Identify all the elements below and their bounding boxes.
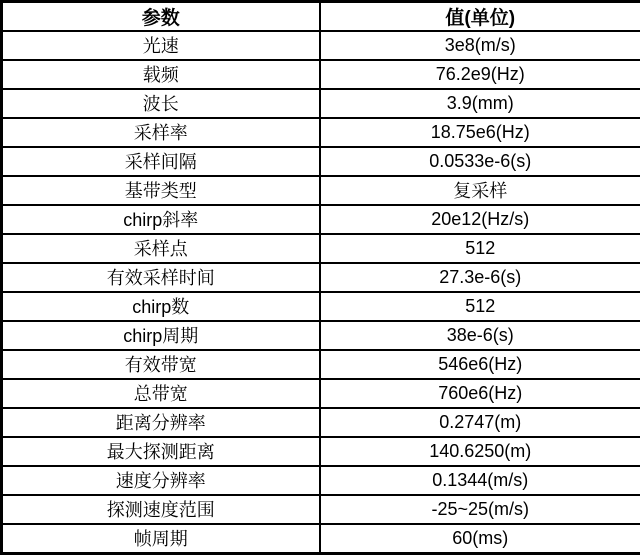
param-name-cell: chirp数 bbox=[2, 292, 320, 321]
table-row bbox=[2, 205, 640, 234]
param-name-cell: 总带宽 bbox=[2, 379, 320, 408]
table-row bbox=[2, 292, 640, 321]
table-row bbox=[2, 408, 640, 437]
param-name-cell: 载频 bbox=[2, 60, 320, 89]
param-value-cell: 3.9(mm) bbox=[320, 89, 640, 118]
param-value-cell: 512 bbox=[320, 292, 640, 321]
table-row bbox=[2, 437, 640, 466]
param-name-cell: 采样点 bbox=[2, 234, 320, 263]
param-value-cell: 20e12(Hz/s) bbox=[320, 205, 640, 234]
param-value-cell: 0.0533e-6(s) bbox=[320, 147, 640, 176]
param-name-cell: 探测速度范围 bbox=[2, 495, 320, 524]
param-value-cell: 512 bbox=[320, 234, 640, 263]
table-row bbox=[2, 466, 640, 495]
param-value-cell: 18.75e6(Hz) bbox=[320, 118, 640, 147]
table-row bbox=[2, 89, 640, 118]
param-value-cell: 27.3e-6(s) bbox=[320, 263, 640, 292]
column-header-value: 值(单位) bbox=[320, 2, 640, 32]
table-row bbox=[2, 234, 640, 263]
column-header-param: 参数 bbox=[2, 2, 320, 32]
table-row bbox=[2, 495, 640, 524]
param-value-cell: 0.1344(m/s) bbox=[320, 466, 640, 495]
table-row bbox=[2, 263, 640, 292]
param-name-cell: 基带类型 bbox=[2, 176, 320, 205]
param-value-cell: 3e8(m/s) bbox=[320, 31, 640, 60]
param-name-cell: 最大探测距离 bbox=[2, 437, 320, 466]
param-name-cell: 帧周期 bbox=[2, 524, 320, 554]
param-value-cell: 760e6(Hz) bbox=[320, 379, 640, 408]
table-body bbox=[2, 31, 640, 554]
table-row bbox=[2, 147, 640, 176]
param-name-cell: 有效采样时间 bbox=[2, 263, 320, 292]
table-row bbox=[2, 176, 640, 205]
param-name-cell: 有效带宽 bbox=[2, 350, 320, 379]
param-name-cell: 光速 bbox=[2, 31, 320, 60]
param-name-cell: 波长 bbox=[2, 89, 320, 118]
table-row bbox=[2, 31, 640, 60]
param-name-cell: 速度分辨率 bbox=[2, 466, 320, 495]
table-row bbox=[2, 321, 640, 350]
param-value-cell: -25~25(m/s) bbox=[320, 495, 640, 524]
param-value-cell: 60(ms) bbox=[320, 524, 640, 554]
param-name-cell: 距离分辨率 bbox=[2, 408, 320, 437]
param-value-cell: 140.6250(m) bbox=[320, 437, 640, 466]
param-value-cell: 0.2747(m) bbox=[320, 408, 640, 437]
param-value-cell: 76.2e9(Hz) bbox=[320, 60, 640, 89]
param-value-cell: 546e6(Hz) bbox=[320, 350, 640, 379]
table-row bbox=[2, 350, 640, 379]
param-name-cell: chirp周期 bbox=[2, 321, 320, 350]
param-value-cell: 38e-6(s) bbox=[320, 321, 640, 350]
param-value-cell: 复采样 bbox=[320, 176, 640, 205]
table-row bbox=[2, 118, 640, 147]
param-name-cell: 采样率 bbox=[2, 118, 320, 147]
param-name-cell: 采样间隔 bbox=[2, 147, 320, 176]
param-name-cell: chirp斜率 bbox=[2, 205, 320, 234]
table-row bbox=[2, 524, 640, 554]
table-header-row bbox=[2, 2, 640, 32]
table-row bbox=[2, 60, 640, 89]
table-row bbox=[2, 379, 640, 408]
